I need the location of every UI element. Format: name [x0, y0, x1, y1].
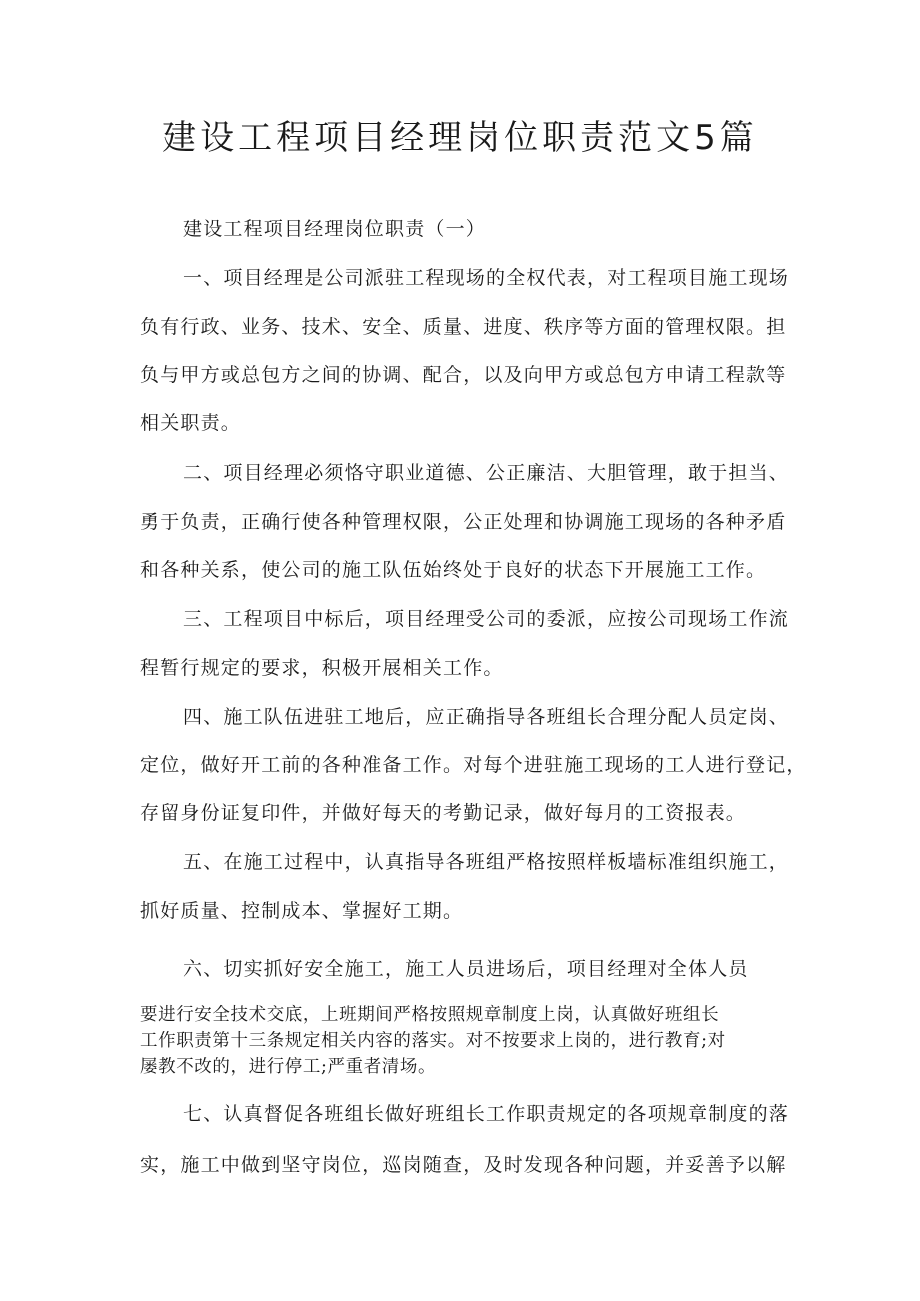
paragraph-line: 工作职责第十三条规定相关内容的落实。对不按要求上岗的，进行教育;对 — [140, 1031, 726, 1051]
paragraph-line: 三、工程项目中标后，项目经理受公司的委派，应按公司现场工作流 — [183, 608, 790, 630]
paragraph-line: 实，施工中做到坚守岗位，巡岗随查，及时发现各种问题，并妥善予以解 — [140, 1154, 787, 1176]
paragraph-line: 一、项目经理是公司派驻工程现场的全权代表，对工程项目施工现场 — [183, 267, 790, 289]
paragraph-line: 负与甲方或总包方之间的协调、配合，以及向甲方或总包方申请工程款等 — [140, 364, 787, 386]
paragraph-line: 相关职责。 — [140, 412, 242, 434]
paragraph-line: 七、认真督促各班组长做好班组长工作职责规定的各项规章制度的落 — [183, 1103, 790, 1125]
paragraph-line: 抓好质量、控制成本、掌握好工期。 — [140, 900, 464, 922]
paragraph-line: 负有行政、业务、技术、安全、质量、进度、秩序等方面的管理权限。担 — [140, 316, 787, 338]
paragraph-line: 定位，做好开工前的各种准备工作。对每个进驻施工现场的工人进行登记， — [140, 754, 807, 776]
paragraph-line: 要进行安全技术交底，上班期间严格按照规章制度上岗，认真做好班组长 — [140, 1005, 720, 1025]
document-title: 建设工程项目经理岗位职责范文5篇 — [162, 118, 758, 158]
paragraph-line: 五、在施工过程中，认真指导各班组严格按照样板墙标准组织施工， — [183, 851, 790, 873]
paragraph-line: 二、项目经理必须恪守职业道德、公正廉洁、大胆管理，敢于担当、 — [183, 462, 790, 484]
paragraph-line: 勇于负责，正确行使各种管理权限，公正处理和协调施工现场的各种矛盾 — [140, 511, 787, 533]
section-heading: 建设工程项目经理岗位职责（一） — [183, 218, 487, 240]
paragraph-line: 六、切实抓好安全施工，施工人员进场后，项目经理对全体人员 — [183, 958, 749, 980]
paragraph-line: 存留身份证复印件，并做好每天的考勤记录，做好每月的工资报表。 — [140, 802, 747, 824]
paragraph-line: 和各种关系，使公司的施工队伍始终处于良好的状态下开展施工工作。 — [140, 559, 767, 581]
paragraph-line: 四、施工队伍进驻工地后，应正确指导各班组长合理分配人员定岗、 — [183, 706, 790, 728]
paragraph-line: 屡教不改的，进行停工;严重者清场。 — [140, 1057, 437, 1077]
paragraph-line: 程暂行规定的要求，积极开展相关工作。 — [140, 657, 504, 679]
